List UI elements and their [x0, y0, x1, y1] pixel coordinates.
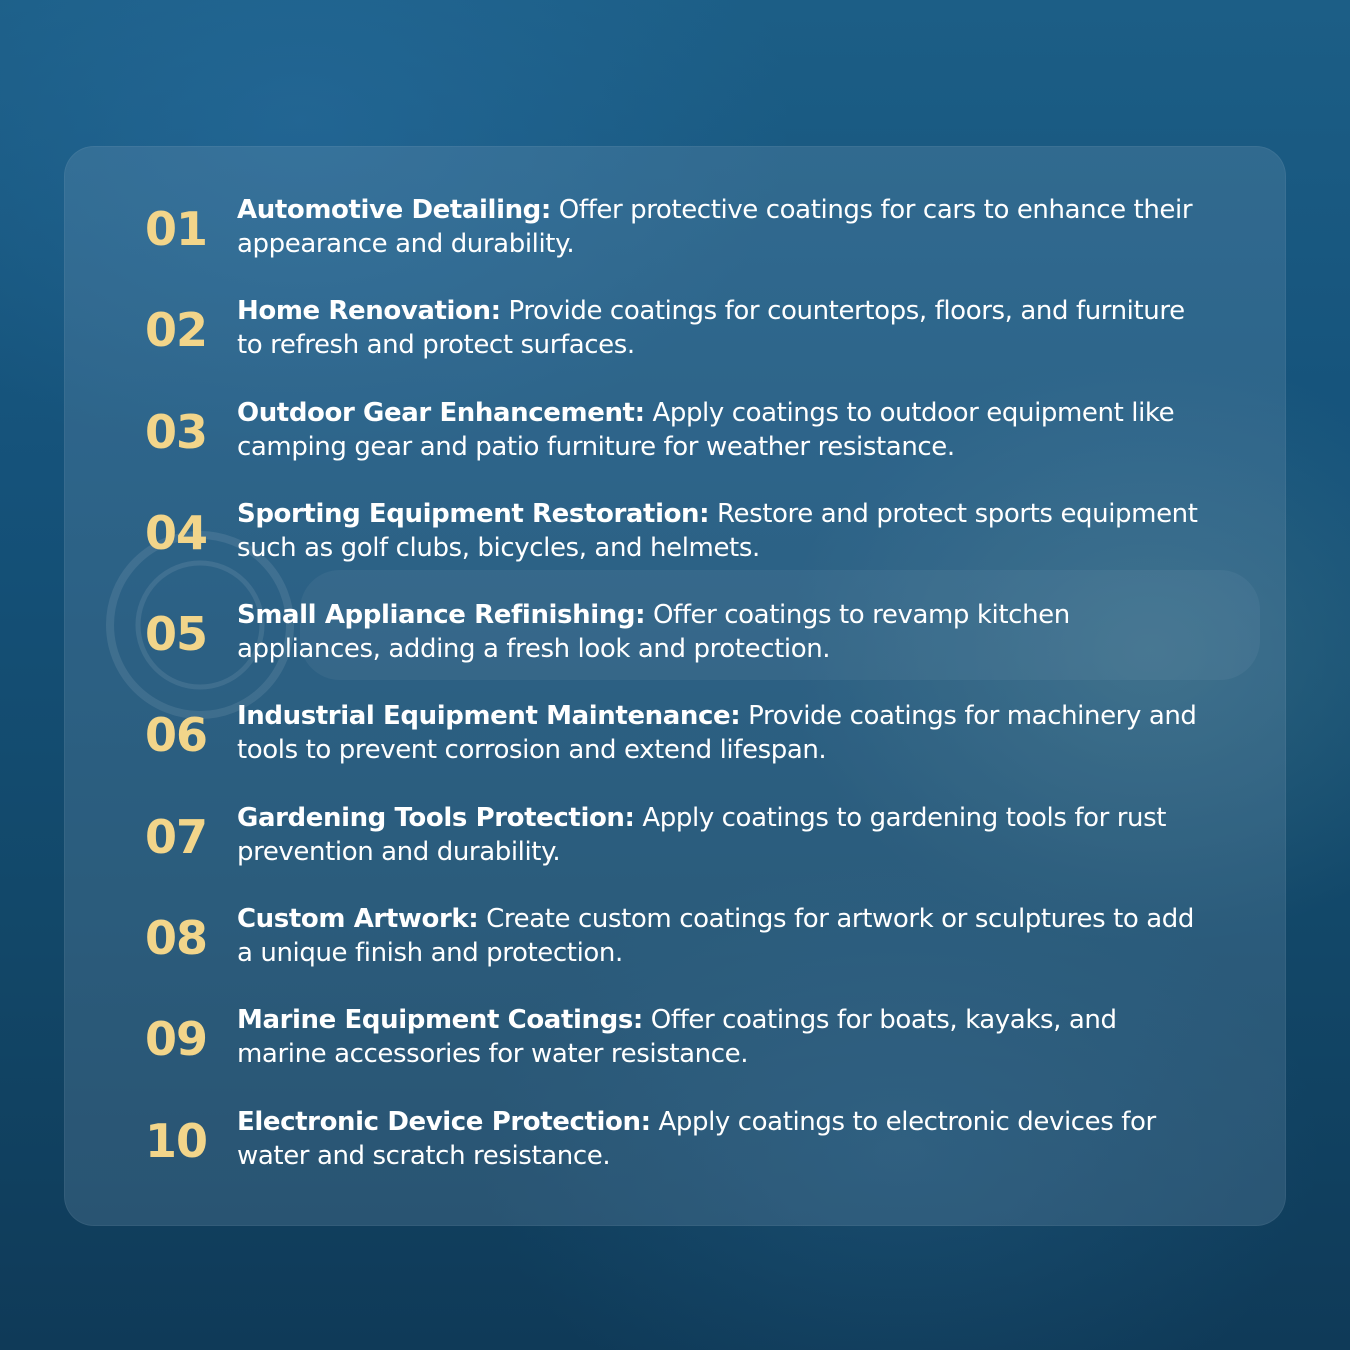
- item-description: Create custom coatings for artwork or sculptures to add a unique finish and protection.: [237, 904, 1194, 969]
- list-item: [64, 498, 1286, 599]
- item-description: Apply coatings to gardening tools for rust prevention and durability.: [237, 802, 1167, 867]
- list-item: [64, 802, 1286, 903]
- item-title: Home Renovation:: [237, 296, 501, 327]
- item-number: 08: [144, 911, 207, 966]
- item-number: 06: [144, 708, 207, 763]
- item-text: [237, 497, 1212, 565]
- item-description: Restore and protect sports equipment such as golf clubs, bicycles, and helmets.: [237, 498, 1198, 563]
- list-item: [64, 295, 1286, 396]
- item-number: 09: [144, 1012, 207, 1067]
- item-text: [237, 801, 1212, 869]
- item-text: [237, 699, 1212, 767]
- item-number: 07: [144, 809, 207, 864]
- list-item: [64, 194, 1286, 295]
- item-text: [237, 598, 1212, 666]
- item-number: 04: [144, 505, 207, 560]
- item-text: [237, 193, 1212, 261]
- item-description: Provide coatings for countertops, floors, and furniture to refresh and protect surfaces.: [237, 296, 1185, 361]
- item-text: [237, 294, 1212, 362]
- list-item: [64, 397, 1286, 498]
- item-title: Automotive Detailing:: [237, 195, 551, 225]
- item-description: Apply coatings to electronic devices for water and scratch resistance.: [237, 1106, 1156, 1171]
- item-title: Marine Equipment Coatings:: [237, 1005, 643, 1036]
- item-number: 10: [144, 1113, 207, 1168]
- item-number: 01: [144, 202, 207, 256]
- item-description: Offer coatings to revamp kitchen appliances, adding a fresh look and protection.: [237, 600, 1070, 665]
- item-number: 05: [144, 607, 207, 662]
- item-text: [237, 1105, 1212, 1173]
- item-title: Sporting Equipment Restoration:: [237, 498, 710, 529]
- item-number: 02: [144, 303, 207, 358]
- item-number: 03: [144, 404, 207, 459]
- item-title: Electronic Device Protection:: [237, 1106, 651, 1137]
- item-title: Small Appliance Refinishing:: [237, 600, 646, 631]
- list-item: [64, 1004, 1286, 1105]
- item-title: Custom Artwork:: [237, 904, 479, 935]
- list-item: [64, 700, 1286, 801]
- list-item: [64, 903, 1286, 1004]
- item-description: Provide coatings for machinery and tools to prevent corrosion and extend lifespan.: [237, 701, 1197, 766]
- item-text: [237, 1003, 1212, 1071]
- item-text: [237, 396, 1212, 464]
- item-description: Offer protective coatings for cars to enhance their appearance and durability.: [237, 195, 1193, 259]
- numbered-list: [64, 194, 1286, 1207]
- list-item: [64, 599, 1286, 700]
- item-title: Gardening Tools Protection:: [237, 802, 635, 833]
- list-panel: [64, 146, 1286, 1226]
- item-description: Offer coatings for boats, kayaks, and marine accessories for water resistance.: [237, 1005, 1117, 1070]
- item-title: Industrial Equipment Maintenance:: [237, 701, 741, 732]
- item-title: Outdoor Gear Enhancement:: [237, 397, 645, 428]
- item-text: [237, 902, 1212, 970]
- item-description: Apply coatings to outdoor equipment like camping gear and patio furniture for weather resistance.: [237, 397, 1175, 462]
- list-item: [64, 1106, 1286, 1207]
